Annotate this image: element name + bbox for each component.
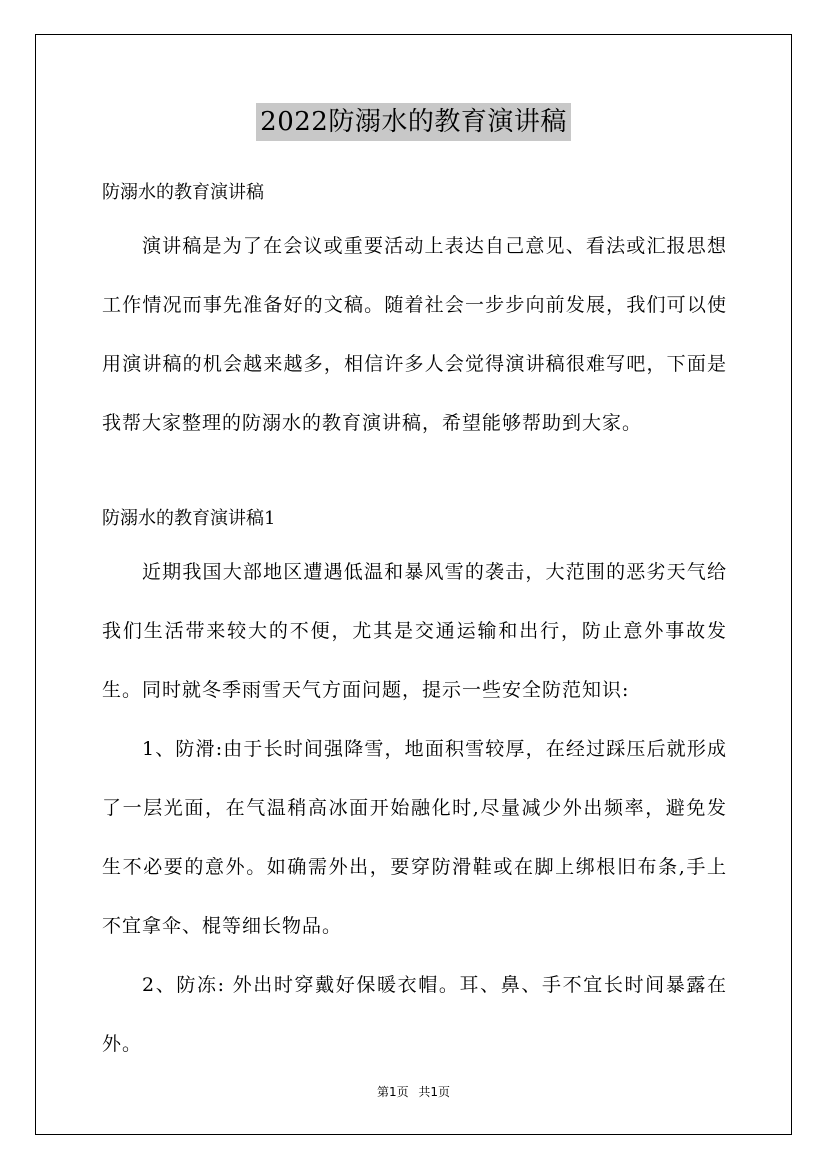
page-total: 共1页 [418,1085,451,1099]
intro-paragraph: 演讲稿是为了在会议或重要活动上表达自己意见、看法或汇报思想工作情况而事先准备好的文稿。随着社会一步步向前发展，我们可以使用演讲稿的机会越来越多，相信许多人会觉得演讲稿很难写吧，下面是我帮大家整理的防溺水的教育演讲稿，希望能够帮助到大家。 [102,235,727,434]
intro-section [102,217,727,453]
intro-heading: 防溺水的教育演讲稿 [102,182,264,203]
section1-body [102,543,727,1074]
page-footer [0,1083,827,1100]
document-title: 2022防溺水的教育演讲稿 [256,103,571,141]
section1-paragraph: 近期我国大部地区遭遇低温和暴风雪的袭击，大范围的恶劣天气给我们生活带来较大的不便，尤其是交通运输和出行，防止意外事故发生。同时就冬季雨雪天气方面问题，提示一些安全防范知识: [102,561,727,701]
section1-paragraph: 2、防冻: 外出时穿戴好保暖衣帽。耳、鼻、手不宜长时间暴露在外。 [102,974,727,1055]
section1-paragraph: 1、防滑:由于长时间强降雪，地面积雪较厚，在经过踩压后就形成了一层光面，在气温稍高冰面开始融化时,尽量减少外出频率，避免发生不必要的意外。如确需外出，要穿防滑鞋或在脚上绑根旧布条,手上不宜拿伞、棍等细长物品。 [102,738,727,937]
title-container [0,103,827,141]
page-number: 第1页 [376,1085,409,1099]
section1-heading: 防溺水的教育演讲稿1 [102,508,276,529]
